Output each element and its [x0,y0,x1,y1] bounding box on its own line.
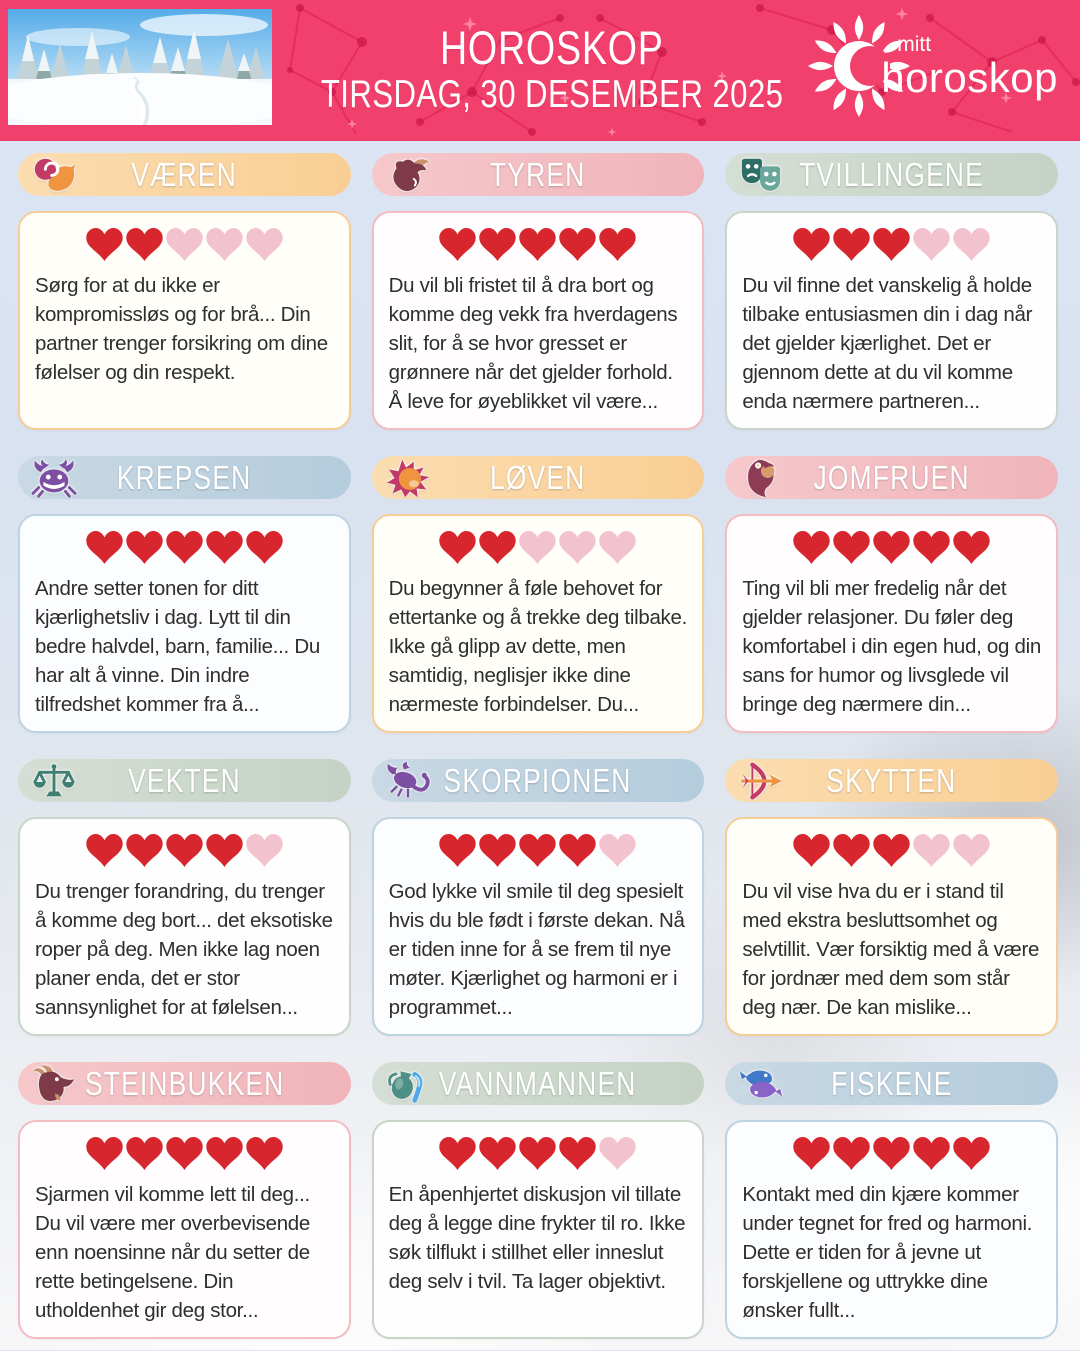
aquarius-jug-icon [385,1064,431,1104]
sign-name: SKYTTEN [826,761,957,799]
sign-name: TVILLINGENE [799,155,985,193]
heart-filled-icon [519,834,556,867]
hearts-rating [389,834,688,867]
heart-filled-icon [793,1137,830,1170]
sign-icon-wrap [385,458,431,498]
sign-name: JOMFRUEN [813,458,970,496]
heart-filled-icon [86,228,123,261]
heart-empty-icon [519,531,556,564]
sign-header [725,153,1058,196]
sign-body [372,817,705,1036]
heart-empty-icon [559,531,596,564]
heart-filled-icon [793,228,830,261]
sign-card-skorpionen [372,759,705,1036]
heart-filled-icon [953,531,990,564]
heart-filled-icon [126,228,163,261]
sign-text: En åpenhjertet diskusjon vil tillate deg å legge dine frykter til ro. Ikke søk tilflukt i stillhet eller inneslut deg selv i tvil. Ta lager objektivt. [388,1183,686,1293]
sign-card-krepsen [18,456,351,733]
sign-body [18,817,351,1036]
heart-filled-icon [519,228,556,261]
sign-name: STEINBUKKEN [84,1064,285,1102]
heart-filled-icon [479,1137,516,1170]
page-title: HOROSKOP [440,21,664,75]
heart-filled-icon [559,228,596,261]
pisces-fish-icon [738,1064,784,1104]
heart-filled-icon [126,1137,163,1170]
sign-body [18,211,351,430]
taurus-bull-icon [385,155,431,195]
sign-name: FISKENE [830,1064,953,1102]
hearts-rating [389,531,688,564]
sign-text: Du vil vise hva du er i stand til med ekstra besluttsomhet og selvtillit. Vær forsiktig med å være for jordnær med dem som står deg nær. De kan mislike... [742,880,1040,1019]
sign-text: Sørg for at du ikke er kompromissløs og for brå... Din partner trenger forsikring om dine følelser og din respekt. [35,274,328,384]
sign-body [18,514,351,733]
sign-header [725,759,1058,802]
sign-body [372,1120,705,1339]
sign-icon-wrap [31,458,77,498]
sign-header [18,456,351,499]
heart-filled-icon [206,1137,243,1170]
hearts-rating [389,1137,688,1170]
sign-header [372,759,705,802]
sign-header [372,456,705,499]
libra-scales-icon [31,761,77,801]
logo-text [881,34,1058,99]
heart-filled-icon [166,834,203,867]
heart-empty-icon [599,1137,636,1170]
sign-icon-wrap [738,1064,784,1104]
sign-icon-wrap [31,1064,77,1104]
heart-filled-icon [953,1137,990,1170]
sign-header [372,153,705,196]
hearts-rating [742,1137,1041,1170]
sign-body [725,514,1058,733]
hearts-rating [389,228,688,261]
heart-filled-icon [519,1137,556,1170]
winter-photo [8,9,272,125]
sign-name: TYREN [490,155,586,193]
heart-empty-icon [953,834,990,867]
sign-header [18,1062,351,1105]
logo-word-horoskop: horoskop [881,53,1058,101]
heart-filled-icon [86,531,123,564]
sign-icon-wrap [738,458,784,498]
sign-header [372,1062,705,1105]
sign-card-loeven [372,456,705,733]
sagittarius-bow-icon [738,761,784,801]
sign-card-vannmannen [372,1062,705,1339]
sign-header [725,456,1058,499]
winter-photo-image [8,9,272,125]
sign-text: God lykke vil smile til deg spesielt hvis du ble født i første dekan. Nå er tiden inne for å se frem til nye møter. Kjærlighet og harmoni er i programmet... [388,880,685,1019]
sign-text: Sjarmen vil komme lett til deg... Du vil være mer overbevisende enn noensinne når du setter de rette betingelsene. Din utholdenhet gir deg stor... [35,1183,310,1322]
sign-icon-wrap [31,761,77,801]
heart-filled-icon [166,531,203,564]
banner-titles [272,0,832,141]
hearts-rating [742,228,1041,261]
heart-filled-icon [479,531,516,564]
sign-text: Du begynner å føle behovet for ettertanke og å trekke deg tilbake. Ikke gå glipp av dette, men samtidig, neglisjer ikke dine nærmeste forbindelser. Du... [388,577,687,716]
heart-empty-icon [246,834,283,867]
hearts-rating [35,228,334,261]
logo-word-mitt: mitt [897,32,932,56]
sign-icon-wrap [385,1064,431,1104]
sign-name: VANNMANNEN [439,1064,637,1102]
heart-filled-icon [439,531,476,564]
signs-grid [0,141,1080,1351]
heart-filled-icon [873,531,910,564]
heart-filled-icon [833,531,870,564]
sign-card-skytten [725,759,1058,1036]
sign-icon-wrap [385,155,431,195]
heart-filled-icon [599,228,636,261]
heart-filled-icon [126,834,163,867]
hearts-rating [742,834,1041,867]
heart-filled-icon [206,531,243,564]
heart-empty-icon [913,228,950,261]
scorpio-scorpion-icon [385,761,431,801]
sign-card-tvillingene [725,153,1058,430]
heart-empty-icon [599,531,636,564]
sign-icon-wrap [738,761,784,801]
heart-filled-icon [833,1137,870,1170]
heart-filled-icon [479,228,516,261]
sign-header [18,759,351,802]
heart-filled-icon [166,1137,203,1170]
virgo-maiden-icon [738,458,784,498]
sign-text: Du vil bli fristet til å dra bort og komme deg vekk fra hverdagens slit, for å se hvor gresset er grønnere når det gjelder forhold. Å leve for øyeblikket vil være... [388,274,678,413]
heart-filled-icon [126,531,163,564]
sign-body [725,817,1058,1036]
sign-card-tyren [372,153,705,430]
sign-icon-wrap [31,155,77,195]
heart-filled-icon [479,834,516,867]
sign-name: KREPSEN [117,458,252,496]
heart-filled-icon [246,531,283,564]
hearts-rating [742,531,1041,564]
heart-empty-icon [913,834,950,867]
heart-empty-icon [953,228,990,261]
leo-lion-icon [385,458,431,498]
heart-filled-icon [86,834,123,867]
banner [0,0,1080,141]
sign-text: Du trenger forandring, du trenger å komme deg bort... det eksotiske roper på deg. Men ikke lag noen planer enda, det er stor sannsynlighet for at følelsen... [35,880,333,1019]
sign-card-vaeren [18,153,351,430]
heart-filled-icon [439,228,476,261]
sign-text: Ting vil bli mer fredelig når det gjelder relasjoner. Du føler deg komfortabel i din egen hud, og din sans for humor og livsglede vil bringe deg nærmere din... [742,577,1041,716]
sign-icon-wrap [738,155,784,195]
hearts-rating [35,1137,334,1170]
heart-empty-icon [206,228,243,261]
sign-name: VEKTEN [127,761,241,799]
sign-header [725,1062,1058,1105]
heart-filled-icon [833,834,870,867]
hearts-rating [35,834,334,867]
heart-filled-icon [873,228,910,261]
heart-filled-icon [833,228,870,261]
sign-body [725,1120,1058,1339]
heart-empty-icon [599,834,636,867]
heart-empty-icon [166,228,203,261]
gemini-masks-icon [738,155,784,195]
sign-name: SKORPIONEN [443,761,633,799]
sign-name: LØVEN [490,458,586,496]
capricorn-goat-icon [31,1064,77,1104]
sign-body [372,211,705,430]
page-date: TIRSDAG, 30 DESEMBER 2025 [320,72,784,116]
aries-ram-icon [31,155,77,195]
sign-name: VÆREN [131,155,238,193]
sign-card-steinbukken [18,1062,351,1339]
sign-header [18,153,351,196]
heart-filled-icon [559,1137,596,1170]
sign-card-fiskene [725,1062,1058,1339]
heart-filled-icon [206,834,243,867]
heart-filled-icon [873,834,910,867]
sign-card-vekten [18,759,351,1036]
heart-filled-icon [439,834,476,867]
heart-filled-icon [439,1137,476,1170]
heart-filled-icon [86,1137,123,1170]
sign-text: Andre setter tonen for ditt kjærlighetsliv i dag. Lytt til din bedre halvdel, barn, familie... Du har alt å vinne. Din indre tilfredshet kommer fra å... [35,577,320,716]
sign-body [18,1120,351,1339]
sign-text: Du vil finne det vanskelig å holde tilbake entusiasmen din i dag når det gjelder kjærlighet. Det er gjennom dette at du vil komme enda nærmere partneren... [742,274,1033,413]
hearts-rating [35,531,334,564]
cancer-crab-icon [31,458,77,498]
sign-text: Kontakt med din kjære kommer under tegnet for fred og harmoni. Dette er tiden for å jevne ut forskjellene og uttrykke dine ønsker fullt... [742,1183,1033,1322]
heart-filled-icon [793,834,830,867]
sign-body [372,514,705,733]
sign-card-jomfruen [725,456,1058,733]
heart-filled-icon [559,834,596,867]
heart-filled-icon [246,1137,283,1170]
sign-body [725,211,1058,430]
heart-empty-icon [246,228,283,261]
heart-filled-icon [793,531,830,564]
heart-filled-icon [913,531,950,564]
heart-filled-icon [873,1137,910,1170]
heart-filled-icon [913,1137,950,1170]
sign-icon-wrap [385,761,431,801]
mitt-horoskop-logo [807,14,1058,118]
